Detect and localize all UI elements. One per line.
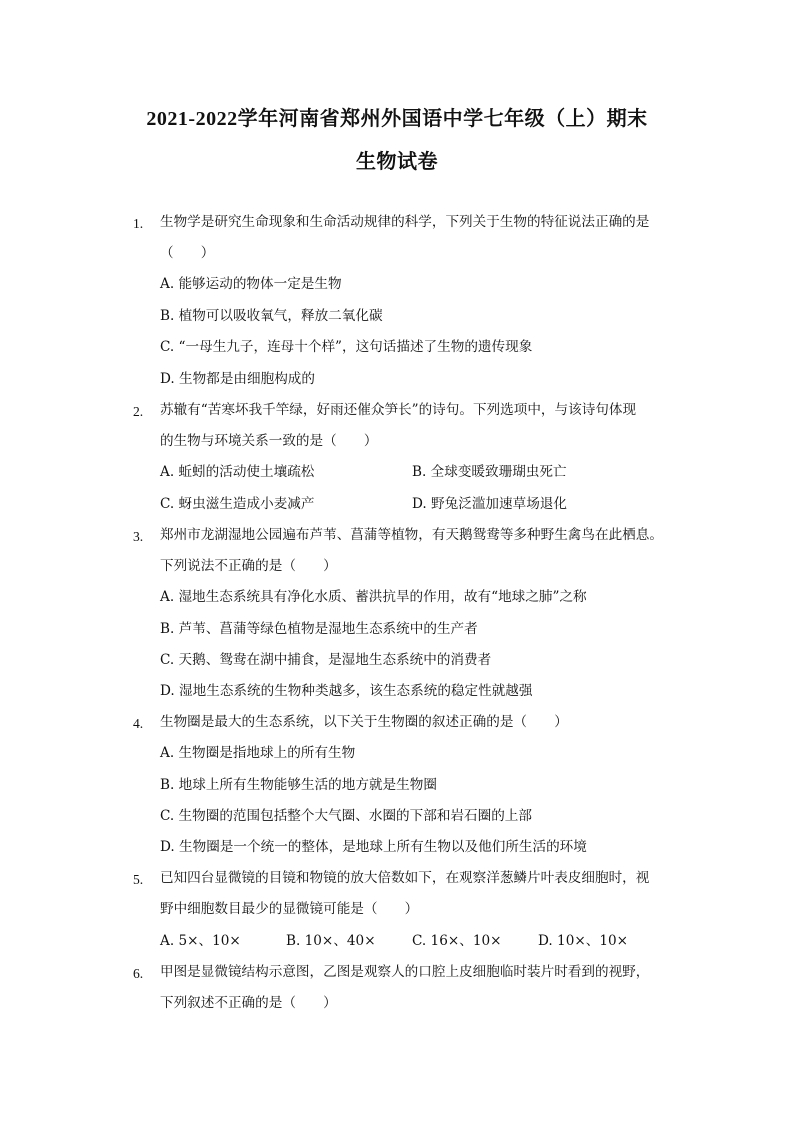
question-stem-line: 苏辙有“苦寒坏我千竿绿，好雨还催众笋长”的诗句。下列选项中，与该诗句体现 bbox=[160, 402, 637, 418]
option-b: B. 地球上所有生物能够生活的地方就是生物圈 bbox=[160, 777, 437, 793]
question-stem-line: 生物学是研究生命现象和生命活动规律的科学，下列关于生物的特征说法正确的是 bbox=[160, 214, 650, 230]
exam-title-line1: 2021-2022学年河南省郑州外国语中学七年级（上）期末 bbox=[146, 108, 648, 130]
option-c: C. “一母生九子，连母十个样”，这句话描述了生物的遗传现象 bbox=[160, 339, 533, 355]
question-stem-line: 下列说法不正确的是（ ） bbox=[160, 558, 337, 574]
option-a: A. 5×、10× bbox=[160, 933, 241, 949]
question-stem-line: 下列叙述不正确的是（ ） bbox=[160, 995, 337, 1011]
option-c: C. 蚜虫滋生造成小麦减产 bbox=[160, 496, 315, 512]
option-a: A. 湿地生态系统具有净化水质、蓄洪抗旱的作用，故有“地球之肺”之称 bbox=[160, 589, 587, 605]
option-a: A. 蚯蚓的活动使土壤疏松 bbox=[160, 464, 315, 480]
question-stem-line: 已知四台显微镜的目镜和物镜的放大倍数如下，在观察洋葱鳞片叶表皮细胞时，视 bbox=[160, 870, 650, 886]
option-b: B. 芦苇、菖蒲等绿色植物是湿地生态系统中的生产者 bbox=[160, 621, 478, 637]
question-number: 4. bbox=[133, 716, 144, 731]
option-b: B. 10×、40× bbox=[286, 933, 376, 949]
option-a: A. 生物圈是指地球上的所有生物 bbox=[160, 745, 356, 761]
question-number: 2. bbox=[133, 404, 144, 419]
option-d: D. 生物都是由细胞构成的 bbox=[160, 371, 315, 387]
question-stem-line: 野中细胞数目最少的显微镜可能是（ ） bbox=[160, 901, 419, 917]
option-b: B. 植物可以吸收氧气，释放二氧化碳 bbox=[160, 308, 383, 324]
question-stem-line: 甲图是显微镜结构示意图，乙图是观察人的口腔上皮细胞临时装片时看到的视野， bbox=[160, 964, 650, 980]
option-d: D. 湿地生态系统的生物种类越多，该生态系统的稳定性就越强 bbox=[160, 683, 533, 699]
question-number: 5. bbox=[133, 872, 144, 887]
option-d: D. 野兔泛滥加速草场退化 bbox=[412, 496, 567, 512]
option-d: D. 生物圈是一个统一的整体，是地球上所有生物以及他们所生活的环境 bbox=[160, 839, 587, 855]
question-number: 1. bbox=[133, 216, 144, 231]
option-b: B. 全球变暖致珊瑚虫死亡 bbox=[412, 464, 567, 480]
question-stem-line: （ ） bbox=[160, 245, 215, 261]
question-stem-line: 生物圈是最大的生态系统，以下关于生物圈的叙述正确的是（ ） bbox=[160, 714, 568, 730]
option-c: C. 16×、10× bbox=[412, 933, 502, 949]
option-c: C. 天鹅、鸳鸯在湖中捕食，是湿地生态系统中的消费者 bbox=[160, 652, 492, 668]
question-number: 3. bbox=[133, 529, 144, 544]
question-stem-line: 郑州市龙湖湿地公园遍布芦苇、菖蒲等植物，有天鹅鸳鸯等多种野生禽鸟在此栖息。 bbox=[160, 527, 663, 543]
option-a: A. 能够运动的物体一定是生物 bbox=[160, 276, 342, 292]
option-c: C. 生物圈的范围包括整个大气圈、水圈的下部和岩石圈的上部 bbox=[160, 808, 532, 824]
option-d: D. 10×、10× bbox=[538, 933, 629, 949]
question-number: 6. bbox=[133, 966, 144, 981]
exam-title-line2: 生物试卷 bbox=[356, 151, 438, 173]
question-stem-line: 的生物与环境关系一致的是（ ） bbox=[160, 433, 378, 449]
